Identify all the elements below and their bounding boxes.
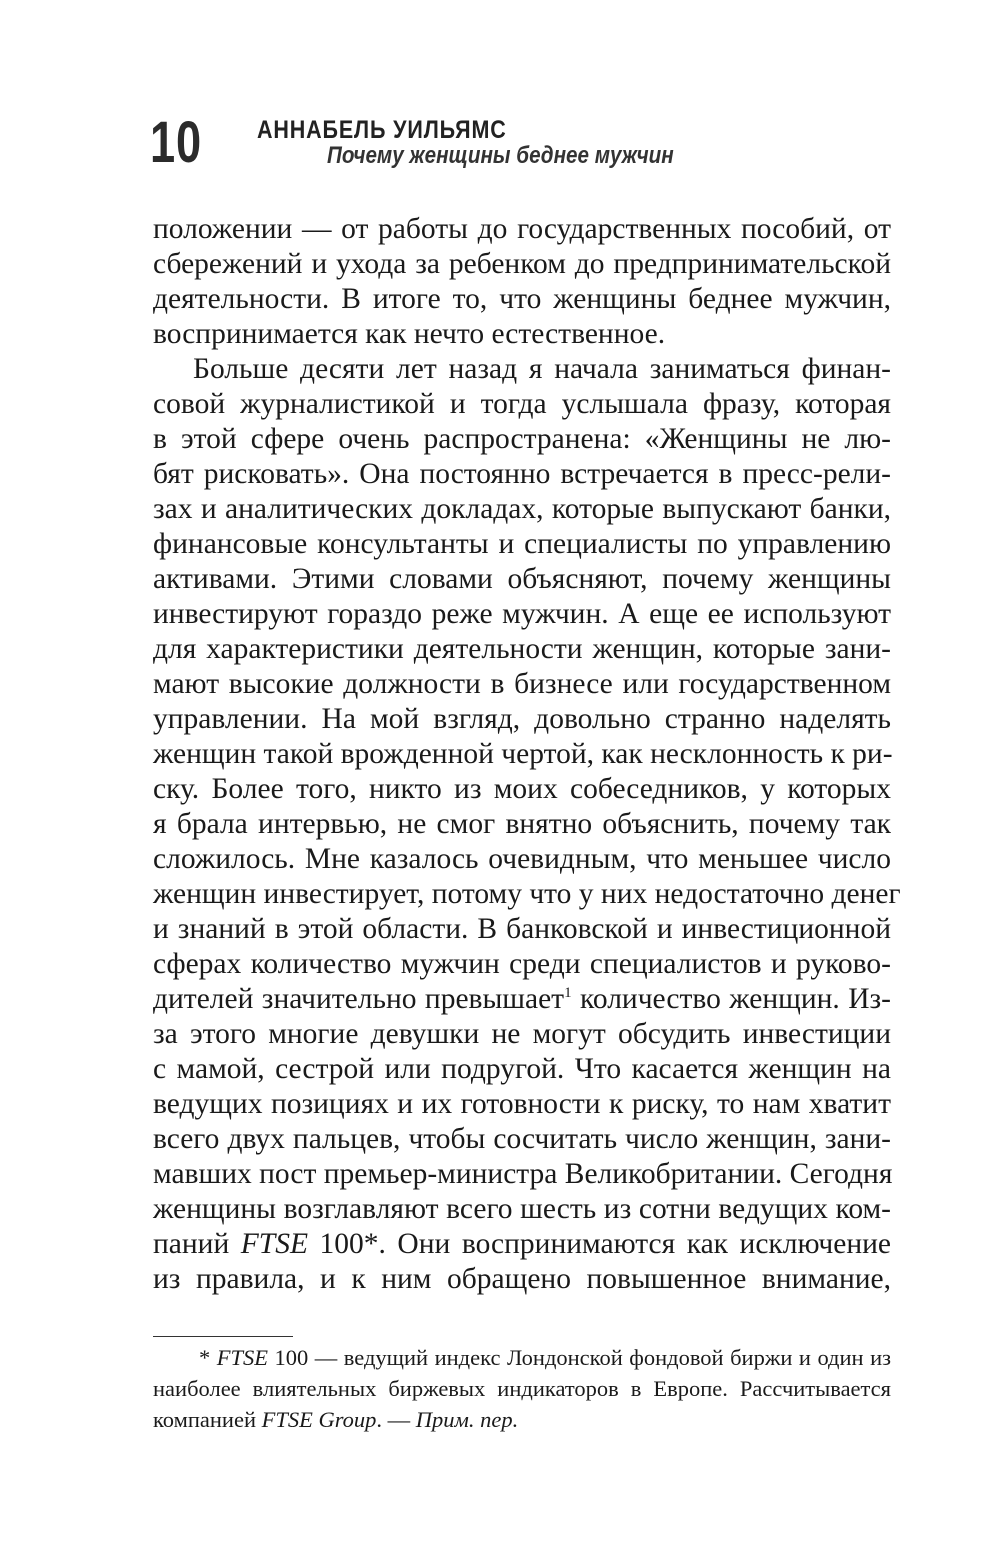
text-line: ведущих позициях и их готовности к риску, то нам хватит [153, 1088, 891, 1120]
text-line: инвестируют гораздо реже мужчин. А еще ее используют [153, 598, 891, 630]
text-line: управлении. На мой взгляд, довольно странно наделять [153, 703, 891, 735]
text-segment: 100*. Они воспринимаются как исключение [307, 1228, 891, 1260]
text-line: ску. Более того, никто из моих собеседников, у которых [153, 773, 891, 805]
text-line: женщин такой врожденной чертой, как несклонность к ри- [153, 738, 893, 770]
text-line-with-endnote [153, 982, 891, 1017]
italic-term: FTSE [240, 1228, 308, 1260]
running-head-author: АННАБЕЛЬ УИЛЬЯМС [257, 116, 507, 144]
text-line: мавших пост премьер-министра Великобритании. Сегодня [153, 1158, 893, 1190]
footnote [153, 1342, 891, 1435]
text-line: в этой сфере очень распространена: «Женщины не лю- [153, 423, 891, 455]
text-line: воспринимается как нечто естественное. [153, 318, 666, 350]
text-line: сбережений и ухода за ребенком до предпринимательской [153, 248, 891, 280]
translator-note: Прим. пер. [415, 1407, 519, 1432]
text-line: и знаний в этой области. В банковской и инвестиционной [153, 913, 891, 945]
text-line: женщины возглавляют всего шесть из сотни ведущих ком- [153, 1193, 891, 1225]
text-line: из правила, и к ним обращено повышенное внимание, [153, 1263, 891, 1295]
text-line: мают высокие должности в бизнесе или государственном [153, 668, 891, 700]
body-text [153, 212, 901, 1297]
text-line: всего двух пальцев, чтобы сосчитать число женщин, зани- [153, 1123, 891, 1155]
text-line: для характеристики деятельности женщин, которые зани- [153, 633, 891, 665]
footnote-separator [153, 1336, 293, 1337]
text-line: совой журналистикой и тогда услышала фразу, которая [153, 388, 891, 420]
text-line: зах и аналитических докладах, которые выпускают банки, [153, 493, 891, 525]
text-line: с мамой, сестрой или подругой. Что касается женщин на [153, 1053, 891, 1085]
italic-term: FTSE [216, 1345, 269, 1370]
text-line: я брала интервью, не смог внятно объяснить, почему так [153, 808, 891, 840]
text-segment: количество женщин. Из- [571, 983, 891, 1015]
text-line: финансовые консультанты и специалисты по управлению [153, 528, 891, 560]
text-line: бят рисковать». Она постоянно встречается в пресс-рели- [153, 458, 891, 490]
text-segment: дителей значительно превышает [153, 983, 565, 1015]
text-line-with-term [153, 1227, 891, 1262]
text-line: Больше десяти лет назад я начала заниматься финан- [193, 353, 891, 385]
text-segment: 100 — ведущий индекс Лондонской фондовой биржи и один из [268, 1345, 892, 1370]
text-segment: . — [376, 1407, 416, 1432]
text-segment: компанией [153, 1407, 262, 1432]
text-segment: паний [153, 1228, 241, 1260]
italic-term: FTSE Group [261, 1407, 377, 1432]
text-line: женщин инвестирует, потому что у них недостаточно денег [153, 878, 901, 910]
paragraph-1 [153, 212, 891, 352]
page-number: 10 [150, 110, 202, 175]
running-head-book-title: Почему женщины беднее мужчин [327, 142, 674, 169]
text-line: сферах количество мужчин среди специалистов и руково- [153, 948, 891, 980]
endnote-marker: 1 [564, 985, 572, 1002]
text-line: положении — от работы до государственных пособий, от [153, 213, 891, 245]
paragraph-2 [153, 352, 901, 1297]
text-line: активами. Этими словами объясняют, почему женщины [153, 563, 891, 595]
footnote-star: * [199, 1345, 217, 1370]
footnote-line [153, 1342, 891, 1373]
text-line: деятельности. В итоге то, что женщины беднее мужчин, [153, 283, 891, 315]
text-line: сложилось. Мне казалось очевидным, что меньшее число [153, 843, 891, 875]
text-line: за этого многие девушки не могут обсудить инвестиции [153, 1018, 891, 1050]
footnote-line [153, 1404, 891, 1435]
running-head [257, 117, 817, 169]
footnote-line: наиболее влиятельных биржевых индикаторов в Европе. Рассчитывается [153, 1376, 891, 1401]
